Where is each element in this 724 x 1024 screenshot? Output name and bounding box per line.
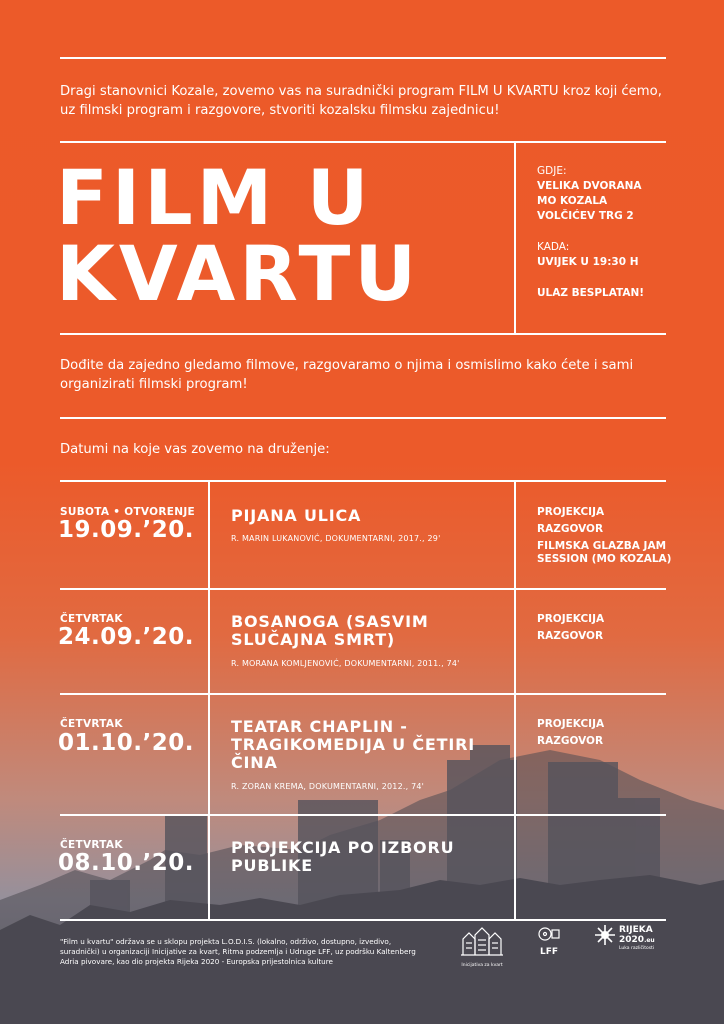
schedule-rule-3: [60, 814, 666, 816]
where-label: GDJE:: [537, 165, 567, 177]
rijeka-name: RIJEKA: [619, 924, 653, 935]
event-1-activity-2: RAZGOVOR: [537, 523, 604, 535]
when-label: KADA:: [537, 241, 570, 253]
schedule-rule-1: [60, 588, 666, 590]
schedule-rule-bottom: [60, 919, 666, 921]
event-3-activity-2: RAZGOVOR: [537, 735, 604, 747]
title-line-1: FILM U: [56, 153, 373, 242]
rijeka-tagline: Luka različitosti: [619, 946, 655, 951]
where-line-2: MO KOZALA: [537, 195, 608, 207]
event-2-day: ČETVRTAK: [60, 613, 123, 625]
schedule-rule-2: [60, 693, 666, 695]
event-4-day: ČETVRTAK: [60, 839, 123, 851]
inicijativa-label: Inicijativa za kvart: [461, 963, 503, 968]
schedule-divider-left: [208, 480, 210, 920]
event-1-activities: [537, 506, 672, 570]
entry-note: ULAZ BESPLATAN!: [537, 287, 645, 299]
rule-above-dates: [60, 417, 666, 419]
rule-above-schedule: [60, 480, 666, 482]
event-3-activities: [537, 718, 672, 752]
film-reel-icon: [537, 925, 561, 943]
inicijativa-logo: [457, 925, 507, 968]
event-1-title: PIJANA ULICA: [231, 506, 362, 525]
event-4-title: PROJEKCIJA PO IZBORU PUBLIKE: [231, 838, 455, 875]
sun-burst-icon: [594, 924, 616, 946]
rule-below-title: [60, 333, 666, 335]
footer-credits: "Film u kvartu" održava se u sklopu projekta L.O.D.I.S. (lokalno, održivo, dostupno, izvedivo, suradnički) u organizaciji Inicijative za kvart, Ritma podzemlja i Udruge LFF, uz podršku Kaltenberg Adria pivovare, kao dio projekta Rijeka 2020 - Europska prijestolnica kulture: [60, 937, 416, 966]
event-3-date: 01.10.’20.: [58, 730, 194, 756]
title-divider: [514, 141, 516, 334]
where-line-1: VELIKA DVORANA: [537, 180, 642, 192]
rijeka2020-logo: [594, 924, 666, 951]
building-icon: [459, 925, 505, 959]
rijeka-domain: .eu: [644, 936, 655, 944]
lff-logo: [534, 925, 564, 957]
event-3-title: TEATAR CHAPLIN - TRAGIKOMEDIJA U ČETIRI ČINA: [231, 717, 475, 772]
intro-text: Dragi stanovnici Kozale, zovemo vas na suradnički program FILM U KVARTU kroz koji ćemo, uz filmski program i razgovore, stvoriti kozalsku filmsku zajednicu!: [60, 84, 662, 118]
event-2-activities: [537, 613, 672, 647]
when-value: UVIJEK U 19:30 H: [537, 256, 639, 268]
event-1-date: 19.09.’20.: [58, 517, 194, 543]
page-title: [56, 153, 516, 318]
event-2-date: 24.09.’20.: [58, 624, 194, 650]
title-line-2: KVARTU: [56, 229, 421, 318]
event-info: [537, 164, 667, 301]
rijeka-year: 2020: [619, 934, 645, 945]
top-rule: [60, 57, 666, 59]
rule-above-title: [60, 141, 666, 143]
lff-label: LFF: [539, 947, 559, 957]
dates-heading: Datumi na koje vas zovemo na druženje:: [60, 442, 330, 457]
invite-text: Dođite da zajedno gledamo filmove, razgovaramo o njima i osmislimo kako ćete i sami organizirati filmski program!: [60, 358, 634, 392]
event-1-activity-3: FILMSKA GLAZBA JAM SESSION (MO KOZALA): [537, 540, 672, 565]
where-line-3: VOLČIĆEV TRG 2: [537, 210, 634, 222]
event-2-activity-1: PROJEKCIJA: [537, 613, 605, 625]
event-1-day: SUBOTA • OTVORENJE: [60, 506, 195, 518]
event-2-credit: R. MORANA KOMLJENOVIĆ, DOKUMENTARNI, 2011., 74': [231, 659, 460, 668]
event-1-credit: R. MARIN LUKANOVIĆ, DOKUMENTARNI, 2017., 29': [231, 534, 441, 543]
event-2-activity-2: RAZGOVOR: [537, 630, 604, 642]
event-2-title: BOSANOGA (SASVIM SLUČAJNA SMRT): [231, 612, 429, 649]
event-3-credit: R. ZORAN KREMA, DOKUMENTARNI, 2012., 74': [231, 782, 425, 791]
event-4-date: 08.10.’20.: [58, 850, 194, 876]
event-1-activity-1: PROJEKCIJA: [537, 506, 605, 518]
event-3-activity-1: PROJEKCIJA: [537, 718, 605, 730]
event-3-day: ČETVRTAK: [60, 718, 123, 730]
schedule-divider-right: [514, 480, 516, 920]
